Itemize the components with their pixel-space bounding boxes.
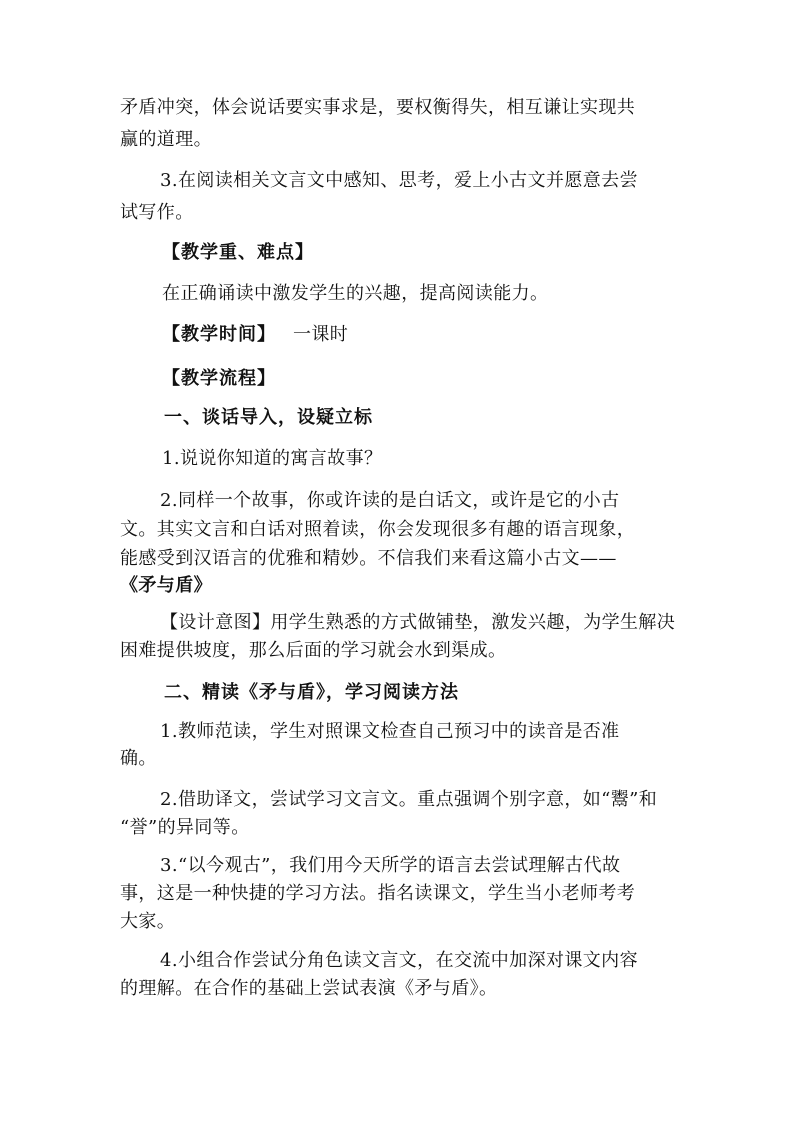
section-2-item-1-line-1: 1.教师范读，学生对照课文检查自己预习中的读音是否准 [160,721,620,742]
text-line [0,638,794,664]
text-line [0,446,794,472]
design-intent-line-1: 【设计意图】用学生熟悉的方式做铺垫，激发兴趣，为学生解决 [160,612,676,633]
text-line [0,322,794,348]
section-1-item-2-line-2: 文。其实文言和白话对照着读，你会发现很多有趣的语言现象， [120,519,636,540]
section-2-item-1-line-2: 确。 [120,748,157,769]
text-line [0,719,794,745]
text-line [0,240,794,266]
text-line [0,200,794,226]
text-line [0,976,794,1002]
objective-3-line-1: 3.在阅读相关文言文中感知、思考，爱上小古文并愿意去尝 [160,170,638,191]
text-line [0,95,794,121]
section-2-item-2-line-2: “誉”的异同等。 [120,817,250,838]
objectives-line-2: 赢的道理。 [120,129,212,150]
text-line [0,610,794,636]
key-points-heading: 【教学重、难点】 [162,242,314,263]
objective-3-line-2: 试写作。 [120,202,194,223]
text-line [0,366,794,392]
section-2-item-4-line-1: 4.小组合作尝试分角色读文言文，在交流中加深对课文内容 [160,950,638,971]
process-heading: 【教学流程】 [162,368,276,389]
text-line [0,881,794,907]
section-1-item-2-line-1: 2.同样一个故事，你或许读的是白话文，或许是它的小古 [160,490,620,511]
text-line [0,281,794,307]
text-line [0,517,794,543]
section-2-item-3-line-1: 3.“以今观古”，我们用今天所学的语言去尝试理解古代故 [160,855,621,876]
text-line [0,853,794,879]
key-points-text: 在正确诵读中激发学生的兴趣，提高阅读能力。 [162,283,549,304]
section-2-item-3-line-2: 事，这是一种快捷的学习方法。指名读课文，学生当小老师考考 [120,883,636,904]
time-heading: 【教学时间】 [162,324,276,345]
text-line [0,127,794,153]
section-1-title: 一、谈话导入，设疑立标 [164,407,373,428]
design-intent-line-2: 困难提供坡度，那么后面的学习就会水到渠成。 [120,640,507,661]
section-2-item-3-line-3: 大家。 [120,911,176,932]
section-2-item-2-line-1: 2.借助译文，尝试学习文言文。重点强调个别字意，如“鬻”和 [160,789,658,810]
text-line [0,680,794,706]
text-line [0,815,794,841]
text-line [0,787,794,813]
text-line [0,948,794,974]
text-line [0,746,794,772]
text-line [0,573,794,599]
time-value: 一课时 [293,324,349,345]
section-1-item-2-line-4: 《矛与盾》 [120,575,212,596]
text-line [0,168,794,194]
text-line [0,405,794,431]
text-line [0,909,794,935]
section-1-item-2-line-3: 能感受到汉语言的优雅和精妙。不信我们来看这篇小古文—— [120,548,617,569]
section-1-item-1: 1.说说你知道的寓言故事？ [162,448,383,469]
section-2-item-4-line-2: 的理解。在合作的基础上尝试表演《矛与盾》。 [120,978,498,999]
section-2-title: 二、精读《矛与盾》，学习阅读方法 [164,682,459,703]
text-line [0,546,794,572]
objectives-line-1: 矛盾冲突，体会说话要实事求是，要权衡得失，相互谦让实现共 [120,97,636,118]
text-line [0,488,794,514]
